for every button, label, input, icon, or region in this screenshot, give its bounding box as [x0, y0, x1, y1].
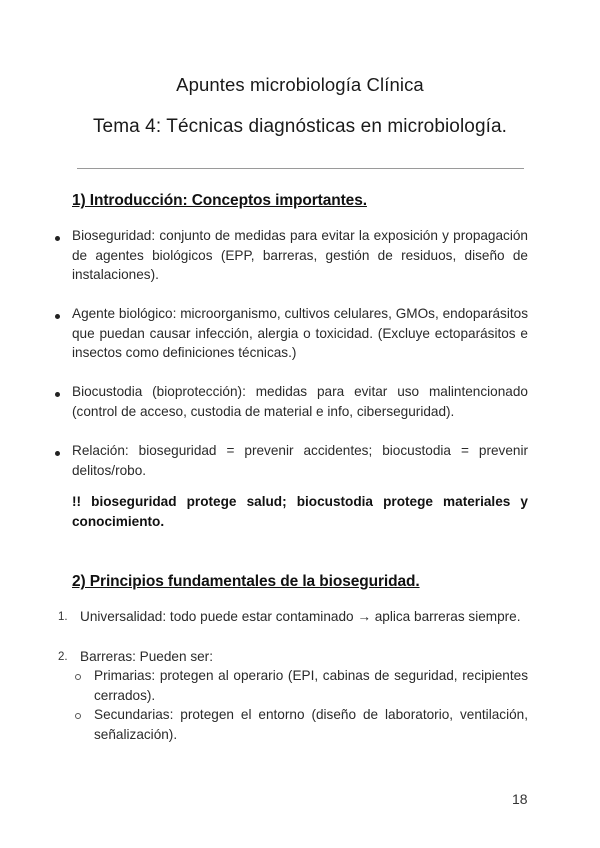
item-universalidad: Universalidad: todo puede estar contaminado → aplica barreras siempre. — [80, 609, 521, 624]
subitem-primarias: Primarias: protegen al operario (EPI, cabinas de seguridad, recipientes cerrados). — [94, 668, 528, 703]
section-2-heading: 2) Principios fundamentales de la bioseguridad. — [72, 573, 420, 590]
key-note: !! bioseguridad protege salud; biocustodia protege materiales y conocimiento. — [72, 494, 528, 529]
sub-bullet-circle — [75, 713, 81, 719]
bullet-dot — [55, 392, 60, 397]
header-divider — [77, 168, 524, 169]
sub-bullet-circle — [75, 674, 81, 680]
bullet-agente-biologico: Agente biológico: microorganismo, cultivos celulares, GMOs, endoparásitos que puedan causar infección, alergia o toxicidad. (Excluye ectoparásitos e insectos como definiciones técnicas.) — [72, 306, 528, 360]
section-1-heading: 1) Introducción: Conceptos importantes. — [72, 192, 367, 209]
list-number: 1. — [58, 611, 68, 623]
document-title: Apuntes microbiología Clínica — [176, 74, 424, 95]
subitem-secundarias: Secundarias: protegen el entorno (diseño de laboratorio, ventilación, señalización). — [94, 707, 528, 742]
list-number: 2. — [58, 651, 68, 663]
bullet-dot — [55, 236, 60, 241]
bullet-bioseguridad: Bioseguridad: conjunto de medidas para evitar la exposición y propagación de agentes biológicos (EPP, barreras, gestión de residuos, diseño de instalaciones). — [72, 228, 528, 282]
document-subtitle: Tema 4: Técnicas diagnósticas en microbiología. — [92, 116, 508, 137]
bullet-biocustodia: Biocustodia (bioprotección): medidas para evitar uso malintencionado (control de acceso, custodia de material e info, ciberseguridad). — [72, 384, 528, 419]
bullet-dot — [55, 451, 60, 456]
bullet-relacion: Relación: bioseguridad = prevenir accidentes; biocustodia = prevenir delitos/robo. — [72, 443, 528, 478]
item-barreras: Barreras: Pueden ser: — [80, 649, 213, 664]
bullet-dot — [55, 314, 60, 319]
page-number: 18 — [512, 791, 528, 807]
